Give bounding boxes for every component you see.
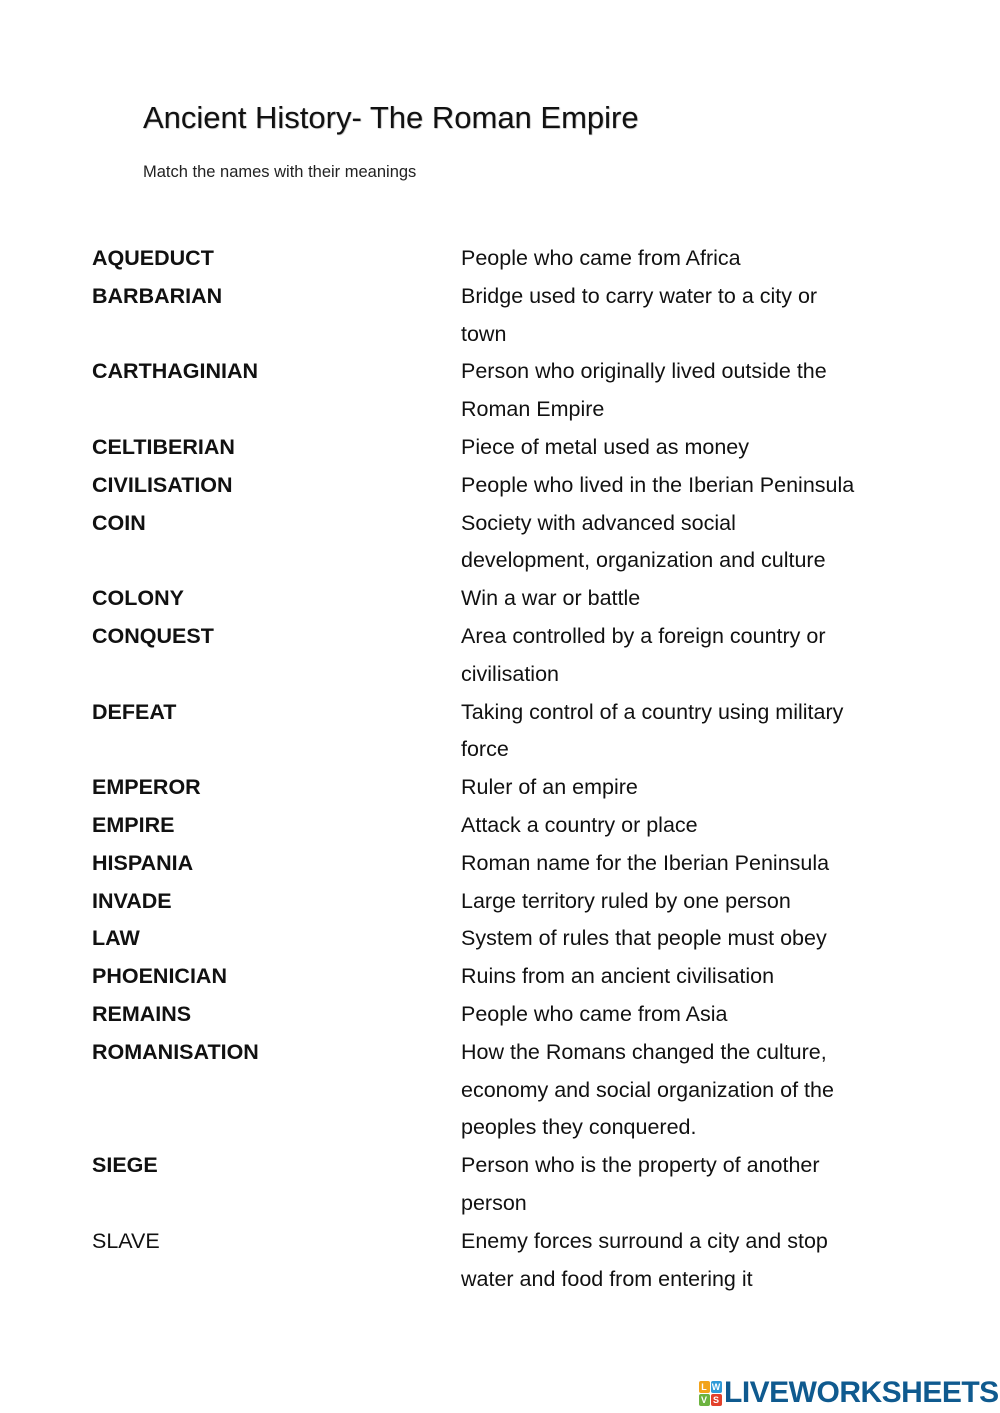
match-row <box>92 580 922 618</box>
match-row <box>92 353 922 429</box>
definition-line: Area controlled by a foreign country or <box>461 623 826 648</box>
definition-line: person <box>461 1190 527 1215</box>
term: BARBARIAN <box>92 283 223 308</box>
definition <box>461 429 922 467</box>
match-row <box>92 618 922 694</box>
definition <box>461 505 922 581</box>
match-row <box>92 920 922 958</box>
term: ROMANISATION <box>92 1039 259 1064</box>
definition <box>461 807 922 845</box>
definition-line: Bridge used to carry water to a city or <box>461 283 818 308</box>
match-row <box>92 429 922 467</box>
definition-line: How the Romans changed the culture, <box>461 1039 827 1064</box>
definition <box>461 1223 922 1299</box>
liveworksheets-icon <box>698 1380 722 1406</box>
term: SIEGE <box>92 1153 158 1178</box>
match-row <box>92 845 922 883</box>
term: CARTHAGINIAN <box>92 359 259 384</box>
term: CONQUEST <box>92 623 214 648</box>
definition <box>461 1034 922 1147</box>
match-row <box>92 1223 922 1299</box>
definition <box>461 580 922 618</box>
term: HISPANIA <box>92 850 194 875</box>
definition-line: Taking control of a country using military <box>461 699 844 724</box>
brand-icon-tile: V <box>699 1394 710 1406</box>
brand-icon-tile: L <box>699 1381 710 1393</box>
term: EMPEROR <box>92 775 201 800</box>
definition-line: force <box>461 737 509 762</box>
definition <box>461 278 922 354</box>
definition-line: civilisation <box>461 661 559 686</box>
definition-line: Large territory ruled by one person <box>461 888 791 913</box>
definition <box>461 467 922 505</box>
term: INVADE <box>92 888 172 913</box>
match-list <box>92 240 922 1298</box>
definition <box>461 1147 922 1223</box>
match-row <box>92 883 922 921</box>
term: CELTIBERIAN <box>92 434 235 459</box>
match-row <box>92 505 922 581</box>
page-title: Ancient History- The Roman Empire <box>143 100 639 135</box>
match-row <box>92 1147 922 1223</box>
match-row <box>92 240 922 278</box>
definition <box>461 883 922 921</box>
definition <box>461 996 922 1034</box>
brand-name: LIVEWORKSHEETS <box>724 1376 999 1409</box>
term: SLAVE <box>92 1228 160 1253</box>
brand-icon-tile: S <box>711 1394 722 1406</box>
definition <box>461 769 922 807</box>
match-row <box>92 467 922 505</box>
definition-line: town <box>461 321 507 346</box>
definition <box>461 240 922 278</box>
definition-line: Person who is the property of another <box>461 1153 820 1178</box>
definition-line: People who came from Asia <box>461 1001 728 1026</box>
definition-line: Ruler of an empire <box>461 775 638 800</box>
definition-line: water and food from entering it <box>461 1266 753 1291</box>
definition-line: Person who originally lived outside the <box>461 359 827 384</box>
match-row <box>92 278 922 354</box>
definition-line: People who came from Africa <box>461 246 741 270</box>
instructions: Match the names with their meanings <box>143 163 417 181</box>
definition-line: Attack a country or place <box>461 812 698 837</box>
term: DEFEAT <box>92 699 177 724</box>
term: PHOENICIAN <box>92 964 227 989</box>
definition <box>461 694 922 770</box>
definition <box>461 920 922 958</box>
match-row <box>92 996 922 1034</box>
definition-line: Ruins from an ancient civilisation <box>461 964 775 989</box>
brand-icon-tile: W <box>711 1381 721 1392</box>
match-row <box>92 807 922 845</box>
definition <box>461 618 922 694</box>
match-row <box>92 769 922 807</box>
definition-line: Society with advanced social <box>461 510 736 535</box>
liveworksheets-logo <box>698 1376 999 1410</box>
definition-line: Roman name for the Iberian Peninsula <box>461 850 830 875</box>
definition-line: People who lived in the Iberian Peninsula <box>461 472 855 497</box>
term: REMAINS <box>92 1001 192 1026</box>
term: CIVILISATION <box>92 472 233 497</box>
definition-line: Roman Empire <box>461 397 605 422</box>
definition-line: peoples they conquered. <box>461 1115 697 1140</box>
definition-line: Enemy forces surround a city and stop <box>461 1228 828 1253</box>
definition-line: Win a war or battle <box>461 586 641 611</box>
definition <box>461 845 922 883</box>
term: EMPIRE <box>92 812 175 837</box>
term: AQUEDUCT <box>92 246 214 270</box>
definition <box>461 353 922 429</box>
definition-line: System of rules that people must obey <box>461 926 827 951</box>
definition-line: development, organization and culture <box>461 548 826 573</box>
match-row <box>92 1034 922 1147</box>
term: LAW <box>92 926 140 951</box>
definition <box>461 958 922 996</box>
match-row <box>92 958 922 996</box>
term: COIN <box>92 510 146 535</box>
definition-line: Piece of metal used as money <box>461 434 750 459</box>
match-row <box>92 694 922 770</box>
definition-line: economy and social organization of the <box>461 1077 834 1102</box>
term: COLONY <box>92 586 184 611</box>
